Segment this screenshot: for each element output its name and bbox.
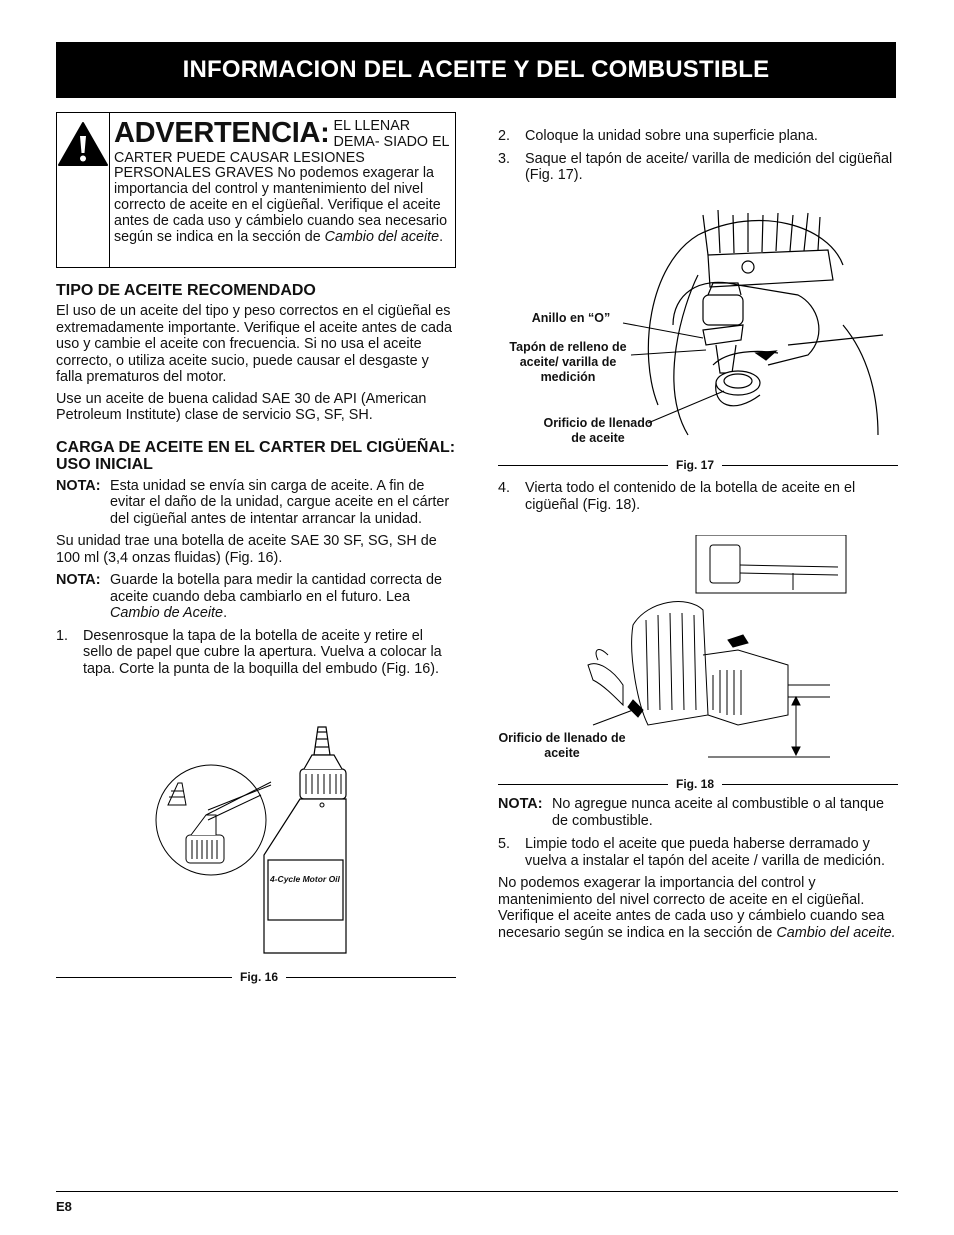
footer-rule bbox=[56, 1191, 898, 1192]
step-1 bbox=[56, 628, 456, 678]
paragraph-oil-grade: Use un aceite de buena calidad SAE 30 de API (American Petroleum Institute) clase de servicio SG, SF, SH. bbox=[56, 390, 427, 423]
warning-triangle-icon bbox=[57, 113, 110, 267]
closing-ref: Cambio del aceite. bbox=[776, 924, 896, 941]
header-title: INFORMACION DEL ACEITE Y DEL COMBUSTIBLE bbox=[182, 56, 770, 83]
warning-ref: Cambio del aceite bbox=[324, 228, 440, 245]
right-column bbox=[498, 128, 898, 184]
step-text: Vierta todo el contenido de la botella de aceite en el cigüeñal (Fig. 18). bbox=[525, 480, 856, 513]
note-text: Esta unidad se envía sin carga de aceite. A fin de evitar el daño de la unidad, cargue aceite en el cárter del cigüeñal antes de intentar arrancar la unidad. bbox=[110, 477, 450, 527]
closing-text: No podemos exagerar la importancia del control y mantenimiento del nivel correcto de aceite en el cigüeñal. Verifique el aceite antes de cada uso y cámbielo cuando sea necesario según se indica en la sección de bbox=[498, 875, 885, 941]
page-number: E8 bbox=[56, 1199, 72, 1214]
caption-text: Fig. 16 bbox=[239, 970, 278, 984]
oil-bottle-illustration bbox=[56, 725, 456, 965]
step-5 bbox=[498, 836, 898, 869]
step-text: Saque el tapón de aceite/ varilla de medición del cigüeñal (Fig. 17). bbox=[525, 150, 893, 183]
label-oil-cap-dipstick: Tapón de relleno de aceite/ varilla de medición bbox=[509, 340, 627, 384]
note-label: NOTA: bbox=[56, 477, 101, 494]
figure-caption-18 bbox=[498, 777, 898, 791]
paragraph-closing bbox=[498, 875, 898, 941]
step-text: Coloque la unidad sobre una superficie plana. bbox=[525, 128, 818, 144]
step-number: 5. bbox=[498, 836, 511, 852]
note-1 bbox=[56, 478, 456, 528]
note-ref: Cambio de Aceite bbox=[110, 605, 224, 621]
step-2 bbox=[498, 128, 898, 145]
figure-caption-17 bbox=[498, 458, 898, 472]
step-4-block bbox=[498, 480, 898, 513]
step-number: 1. bbox=[56, 627, 69, 644]
page-header bbox=[56, 42, 896, 98]
section-heading-initial-fill: CARGA DE ACEITE EN EL CARTER DEL CIGÜEÑAL: USO INICIAL bbox=[56, 438, 456, 473]
note-label: NOTA: bbox=[498, 796, 543, 812]
caption-text: Fig. 17 bbox=[676, 458, 715, 472]
note-text: No agregue nunca aceite al combustible o al tanque de combustible. bbox=[552, 796, 885, 829]
step-number: 4. bbox=[498, 480, 511, 496]
step-text: Desenrosque la tapa de la botella de aceite y retire el sello de papel que cubre la apertura. Vuelva a colocar la tapa. Corte la punta de la boquilla del embudo (Fig. 16). bbox=[83, 627, 442, 677]
note-end: . bbox=[223, 605, 228, 621]
left-column bbox=[56, 112, 456, 677]
note-3 bbox=[498, 796, 898, 829]
warning-box bbox=[56, 112, 456, 268]
caption-text: Fig. 18 bbox=[676, 777, 715, 791]
paragraph-bottle: Su unidad trae una botella de aceite SAE 30 SF, SG, SH de 100 ml (3,4 onzas fluidas) (Fig. 16). bbox=[56, 533, 437, 566]
paragraph-oil-type: El uso de un aceite del tipo y peso correctos en el cigüeñal es extremadamente importante. Verifique el aceite antes de cada uso y cambie el aceite con frecuencia. Si no usa el aceite correcto, o utiliza aceite sucio, puede causar el desgaste y falla prematuros del motor. bbox=[56, 303, 452, 385]
warning-body: EL LLENAR DEMA- SIADO EL CARTER PUEDE CAUSAR LESIONES PERSONALES GRAVES No podemos exagerar la importancia del control y mantenimiento del nivel correcto de aceite en el cigüeñal. Verifique el aceite antes de cada uso y cámbielo cuando sea necesario según se indica en la sección de bbox=[114, 118, 449, 245]
step-number: 2. bbox=[498, 128, 511, 144]
section-heading-oil-type: TIPO DE ACEITE RECOMENDADO bbox=[56, 282, 316, 299]
warning-text bbox=[110, 113, 455, 267]
note-label: NOTA: bbox=[56, 572, 101, 588]
note-text-main: Guarde la botella para medir la cantidad correcta de aceite cuando deba cambiarlo en el futuro. Lea bbox=[110, 572, 442, 605]
note-2 bbox=[56, 572, 456, 622]
figure-caption-16 bbox=[56, 970, 456, 984]
warning-title: ADVERTENCIA: bbox=[114, 117, 330, 149]
warning-end: . bbox=[439, 228, 444, 245]
figure-18 bbox=[498, 535, 898, 795]
step-number: 3. bbox=[498, 150, 511, 167]
figure-17 bbox=[498, 205, 898, 477]
bottle-label: 4-Cycle Motor Oil bbox=[270, 874, 340, 884]
right-bottom-text bbox=[498, 796, 898, 941]
step-3 bbox=[498, 151, 898, 184]
figure-16 bbox=[56, 725, 456, 987]
step-4 bbox=[498, 480, 898, 513]
label-oil-fill-hole-fig18: Orificio de llenado de aceite bbox=[498, 731, 626, 760]
step-text: Limpie todo el aceite que pueda haberse derramado y vuelva a instalar el tapón del aceite / varilla de medición. bbox=[525, 836, 885, 869]
label-oil-fill-hole: Orificio de llenado de aceite bbox=[543, 416, 653, 445]
note-text bbox=[110, 572, 456, 622]
label-o-ring: Anillo en “O” bbox=[531, 311, 611, 325]
